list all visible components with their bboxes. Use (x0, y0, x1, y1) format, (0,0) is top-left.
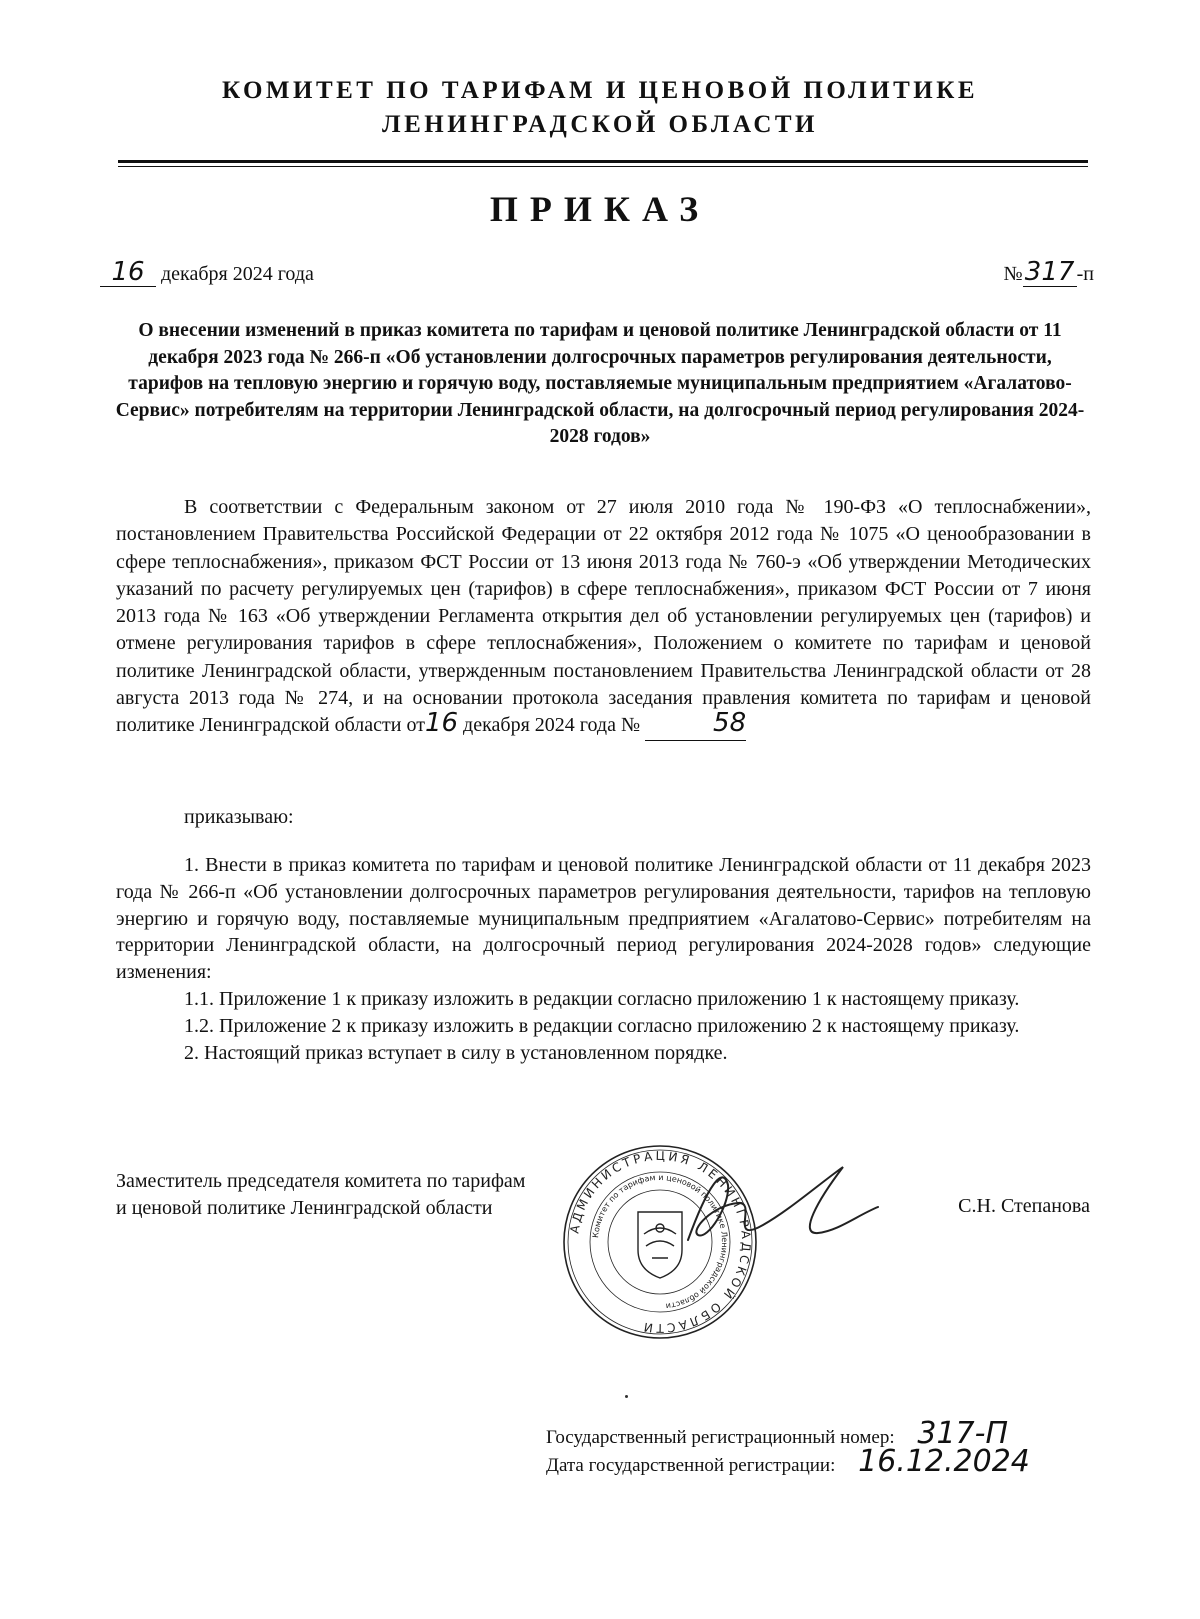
signatory-name: С.Н. Степанова (958, 1195, 1090, 1217)
registration-date-handwritten: 16.12.2024 (858, 1444, 1030, 1479)
svg-text:Комитет по тарифам и ценовой п: Комитет по тарифам и ценовой политике Ленинградской области (591, 1172, 730, 1311)
order-date (100, 257, 314, 287)
order-number (1003, 257, 1094, 287)
order-subject: О внесении изменений в приказ комитета по тарифам и ценовой политике Ленинградской области от 11 декабря 2023 года № 266-п «Об установлении долгосрочных параметров регулирования деятельности, тарифов на тепловую энергию и горячую воду, поставляемые муниципальным предприятием «Агалатово-Сервис» потребителям на территории Ленинградской области, на долгосрочный период регулирования 2024-2028 годов» (115, 320, 1085, 447)
preamble-text-mid: декабря 2024 года № (458, 714, 646, 737)
decree-word: приказываю: (184, 806, 294, 828)
order-item-1: 1. Внести в приказ комитета по тарифам и ценовой политике Ленинградской области от 11 декабря 2023 года № 266-п «Об установлении долгосрочных параметров регулирования деятельности, тарифов на тепловую энергию и горячую воду, поставляемые муниципальным предприятием «Агалатово-Сервис» потребителям на территории Ленинградской области, на долгосрочный период регулирования 2024-2028 годов» следующие изменения: (116, 854, 1091, 984)
order-item-1-2: 1.2. Приложение 2 к приказу изложить в редакции согласно приложению 2 к настоящему приказу. (184, 1014, 1020, 1037)
preamble-text: В соответствии с Федеральным законом от 27 июля 2010 года № 190-ФЗ «О теплоснабжении», постановлением Правительства Российской Федерации от 22 октября 2012 года № 1075 «О ценообразовании в сфере теплоснабжения», приказом ФСТ России от 13 июня 2013 года № 760-э «Об утверждении Методических указаний по расчету регулируемых цен (тарифов) в сфере теплоснабжения», приказом ФСТ России от 7 июня 2013 года № 163 «Об утверждении Регламента открытия дел об установлении регулируемых цен (тарифов) и отмене регулирования тарифов в сфере теплоснабжения», Положением о комитете по тарифам и ценовой политике Ленинградской области, утвержденным постановлением Правительства Ленинградской области от 28 августа 2013 года № 274, и на основании протокола заседания правления комитета по тарифам и ценовой политике Ленинградской области от (116, 496, 1091, 737)
header-rule-thin (118, 166, 1088, 167)
svg-text:АДМИНИСТРАЦИЯ ЛЕНИНГРАДСКОЙ ОБ: АДМИНИСТРАЦИЯ ЛЕНИНГРАДСКОЙ ОБЛАСТИ (567, 1148, 754, 1336)
header-rule-thick (118, 160, 1088, 163)
order-body (116, 852, 1091, 1066)
order-number-prefix: № (1003, 263, 1023, 285)
preamble (116, 494, 1091, 741)
order-number-suffix: -п (1076, 263, 1094, 285)
handwritten-signature (668, 1145, 888, 1265)
order-number-handwritten: 317 (1024, 257, 1075, 287)
order-date-text: декабря 2024 года (161, 263, 314, 285)
signatory-position (116, 1168, 525, 1222)
issuer-header-line1: КОМИТЕТ ПО ТАРИФАМ И ЦЕНОВОЙ ПОЛИТИКЕ (221, 77, 979, 104)
signatory-position-line1: Заместитель председателя комитета по тарифам (116, 1170, 526, 1192)
registration-date-label: Дата государственной регистрации: (546, 1455, 836, 1476)
issuer-header-line2: ЛЕНИНГРАДСКОЙ ОБЛАСТИ (381, 111, 819, 138)
registration-number-handwritten: 317-П (917, 1416, 1009, 1451)
signatory-position-line2: и ценовой политике Ленинградской области (116, 1197, 493, 1219)
state-registration (546, 1416, 1030, 1480)
order-item-2: 2. Настоящий приказ вступает в силу в установленном порядке. (184, 1041, 728, 1064)
document-title: ПРИКАЗ (489, 189, 711, 229)
registration-date-row (546, 1444, 1030, 1480)
order-date-day-handwritten: 16 (111, 257, 145, 287)
registration-number-label: Государственный регистрационный номер: (546, 1427, 895, 1448)
protocol-number-handwritten: 58 (713, 708, 747, 739)
preamble-day-handwritten: 16 (424, 708, 459, 739)
order-item-1-1: 1.1. Приложение 1 к приказу изложить в редакции согласно приложению 1 к настоящему приказу. (184, 987, 1020, 1010)
issuer-header (0, 74, 1200, 142)
scan-speck (625, 1395, 628, 1398)
